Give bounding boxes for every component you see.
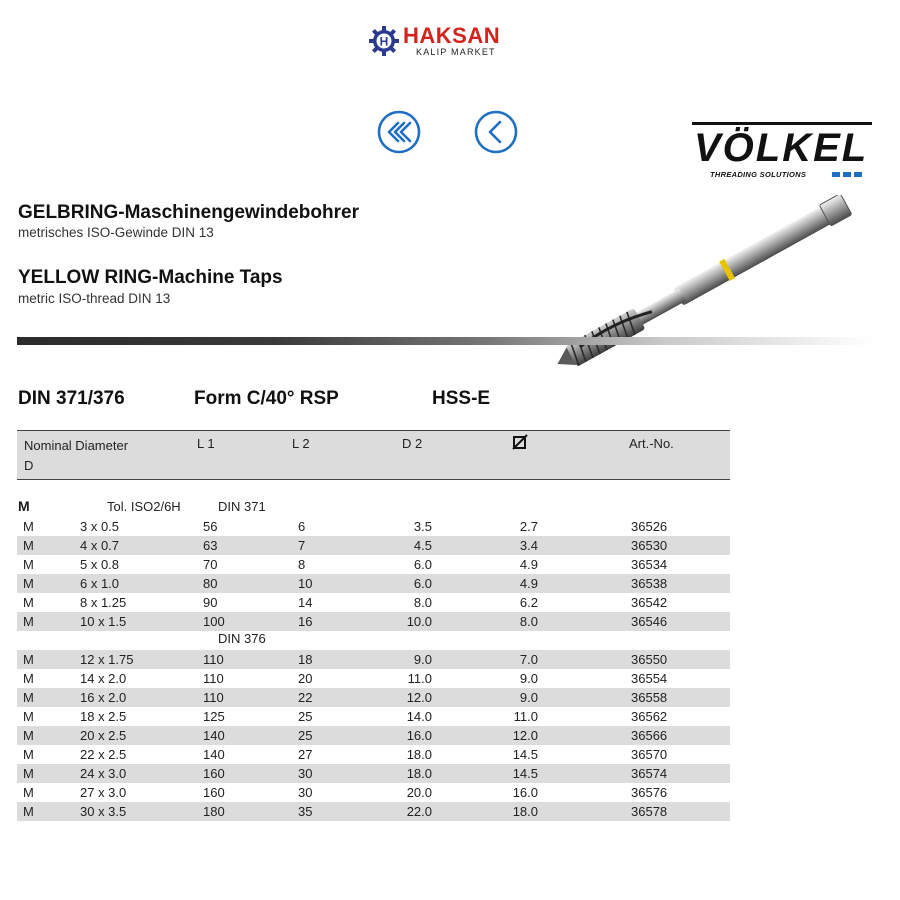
cell-square: 3.4 [519, 538, 538, 553]
cell-size: 8 x 1.25 [80, 595, 127, 610]
header-article-number: Art.-No. [629, 436, 674, 451]
cell-thread: M [23, 709, 34, 724]
cell-thread: M [23, 614, 34, 629]
cell-l2: 25 [298, 728, 313, 743]
cell-l1: 160 [203, 766, 225, 781]
cell-l1: 125 [203, 709, 225, 724]
cell-l2: 25 [298, 709, 313, 724]
cell-l1: 56 [203, 519, 218, 534]
cell-d2: 3.5 [413, 519, 432, 534]
cell-thread: M [23, 766, 34, 781]
cell-size: 16 x 2.0 [80, 690, 127, 705]
cell-l1: 160 [203, 785, 225, 800]
section-divider [17, 337, 873, 345]
cell-d2: 18.0 [406, 747, 432, 762]
cell-square: 9.0 [519, 671, 538, 686]
cell-l2: 16 [298, 614, 313, 629]
group-din-376: DIN 376 [218, 631, 266, 646]
logo-dashes [832, 172, 872, 178]
cell-thread: M [23, 557, 34, 572]
cell-square: 7.0 [519, 652, 538, 667]
cell-l1: 180 [203, 804, 225, 819]
cell-l1: 140 [203, 747, 225, 762]
cell-d2: 12.0 [406, 690, 432, 705]
cell-d2: 8.0 [413, 595, 432, 610]
cell-size: 20 x 2.5 [80, 728, 127, 743]
cell-square: 4.9 [519, 576, 538, 591]
cell-size: 22 x 2.5 [80, 747, 127, 762]
spec-material: HSS-E [432, 388, 491, 409]
group-label: M [18, 498, 30, 514]
cell-article: 36542 [631, 595, 668, 610]
cell-square: 16.0 [512, 785, 538, 800]
cell-d2: 10.0 [406, 614, 432, 629]
cell-article: 36574 [631, 766, 668, 781]
table-row [17, 688, 730, 707]
table-row [17, 612, 730, 631]
cell-article: 36538 [631, 576, 668, 591]
cell-square: 8.0 [519, 614, 538, 629]
cell-l1: 110 [203, 671, 224, 686]
table-row [17, 536, 730, 555]
cell-square: 14.5 [512, 766, 538, 781]
cell-thread: M [23, 747, 34, 762]
cell-d2: 6.0 [413, 557, 432, 572]
product-subtitle-en: metric ISO-thread DIN 13 [18, 291, 171, 306]
cell-l2: 22 [298, 690, 313, 705]
cell-d2: 16.0 [406, 728, 432, 743]
cell-article: 36526 [631, 519, 668, 534]
table-row [17, 650, 730, 669]
cell-size: 24 x 3.0 [80, 766, 127, 781]
brand-subtitle: KALIP MARKET [416, 47, 496, 57]
cell-thread: M [23, 671, 34, 686]
cell-l2: 30 [298, 785, 313, 800]
svg-text:H: H [379, 34, 389, 49]
first-page-button[interactable] [377, 110, 421, 154]
cell-size: 30 x 3.5 [80, 804, 127, 819]
cell-article: 36554 [631, 671, 668, 686]
cell-l2: 6 [298, 519, 306, 534]
cell-l1: 80 [203, 576, 218, 591]
previous-page-button[interactable] [474, 110, 518, 154]
cell-article: 36570 [631, 747, 668, 762]
cell-size: 6 x 1.0 [80, 576, 120, 591]
cell-thread: M [23, 519, 34, 534]
group-tolerance: Tol. ISO2/6H [107, 499, 181, 514]
group-din-371: DIN 371 [218, 499, 266, 514]
cell-square: 11.0 [513, 709, 538, 724]
product-subtitle-de: metrisches ISO-Gewinde DIN 13 [18, 225, 214, 240]
cell-size: 4 x 0.7 [80, 538, 120, 553]
cell-article: 36530 [631, 538, 668, 553]
cell-l1: 63 [203, 538, 218, 553]
haksan-logo [369, 22, 529, 64]
product-title-en: YELLOW RING-Machine Taps [18, 267, 283, 288]
cell-d2: 14.0 [406, 709, 432, 724]
cell-d2: 6.0 [413, 576, 432, 591]
cell-thread: M [23, 785, 34, 800]
cell-article: 36562 [631, 709, 668, 724]
cell-thread: M [23, 595, 34, 610]
cell-thread: M [23, 538, 34, 553]
manufacturer-tagline: THREADING SOLUTIONS [710, 170, 807, 179]
cell-square: 4.9 [519, 557, 538, 572]
cell-size: 3 x 0.5 [80, 519, 120, 534]
chevron-left-icon [490, 122, 500, 142]
cell-l2: 30 [298, 766, 313, 781]
gear-logo-icon [369, 26, 399, 56]
header-nominal-diameter [24, 436, 164, 476]
cell-l2: 8 [298, 557, 306, 572]
cell-l2: 10 [298, 576, 313, 591]
cell-l2: 20 [298, 671, 313, 686]
cell-square: 12.0 [512, 728, 538, 743]
cell-article: 36576 [631, 785, 668, 800]
table-row [17, 593, 730, 612]
cell-square: 9.0 [519, 690, 538, 705]
cell-l1: 100 [203, 614, 225, 629]
header-diameter-symbol: D [24, 458, 34, 473]
machine-tap-image [525, 195, 875, 375]
cell-thread: M [23, 728, 34, 743]
cell-d2: 18.0 [406, 766, 432, 781]
cell-thread: M [23, 652, 34, 667]
spec-din: DIN 371/376 [18, 388, 125, 409]
cell-l2: 18 [298, 652, 313, 667]
table-header [17, 430, 730, 480]
cell-size: 10 x 1.5 [80, 614, 127, 629]
cell-square: 6.2 [519, 595, 538, 610]
cell-square: 2.7 [519, 519, 538, 534]
cell-l2: 35 [298, 804, 313, 819]
cell-thread: M [23, 576, 34, 591]
table-row [17, 726, 730, 745]
brand-name: HAKSAN [403, 23, 501, 48]
table-row [17, 802, 730, 821]
cell-thread: M [23, 804, 34, 819]
manufacturer-name: VÖLKEL [694, 126, 869, 170]
cell-size: 27 x 3.0 [80, 785, 127, 800]
table-row [17, 669, 730, 688]
volkel-logo [692, 122, 872, 184]
table-row [17, 745, 730, 764]
cell-d2: 4.5 [413, 538, 432, 553]
table-row [17, 764, 730, 783]
cell-square: 18.0 [512, 804, 538, 819]
cell-d2: 11.0 [407, 671, 432, 686]
cell-article: 36578 [631, 804, 668, 819]
table-row [17, 574, 730, 593]
cell-article: 36566 [631, 728, 668, 743]
cell-l2: 7 [298, 538, 306, 553]
cell-size: 5 x 0.8 [80, 557, 120, 572]
product-title-de: GELBRING-Maschinengewindebohrer [18, 202, 359, 223]
cell-article: 36558 [631, 690, 668, 705]
header-diameter-label: Nominal Diameter [24, 438, 129, 453]
cell-l2: 27 [298, 747, 313, 762]
cell-l1: 140 [203, 728, 225, 743]
cell-size: 18 x 2.5 [80, 709, 127, 724]
table-row [17, 783, 730, 802]
spec-form: Form C/40° RSP [194, 388, 339, 409]
cell-d2: 9.0 [413, 652, 432, 667]
cell-thread: M [23, 690, 34, 705]
square-shank-icon [512, 434, 528, 450]
cell-size: 14 x 2.0 [80, 671, 127, 686]
cell-l1: 70 [203, 557, 218, 572]
cell-article: 36534 [631, 557, 668, 572]
cell-article: 36546 [631, 614, 668, 629]
cell-l1: 110 [203, 690, 224, 705]
cell-square: 14.5 [512, 747, 538, 762]
cell-article: 36550 [631, 652, 668, 667]
cell-size: 12 x 1.75 [80, 652, 134, 667]
cell-d2: 20.0 [406, 785, 432, 800]
table-row [17, 517, 730, 536]
cell-d2: 22.0 [406, 804, 432, 819]
cell-l1: 110 [203, 652, 224, 667]
header-d2: D 2 [402, 436, 423, 451]
table-row [17, 555, 730, 574]
double-chevron-left-icon [389, 123, 410, 141]
cell-l1: 90 [203, 595, 218, 610]
header-l2: L 2 [292, 436, 310, 451]
header-l1: L 1 [197, 436, 215, 451]
table-row [17, 707, 730, 726]
cell-l2: 14 [298, 595, 313, 610]
